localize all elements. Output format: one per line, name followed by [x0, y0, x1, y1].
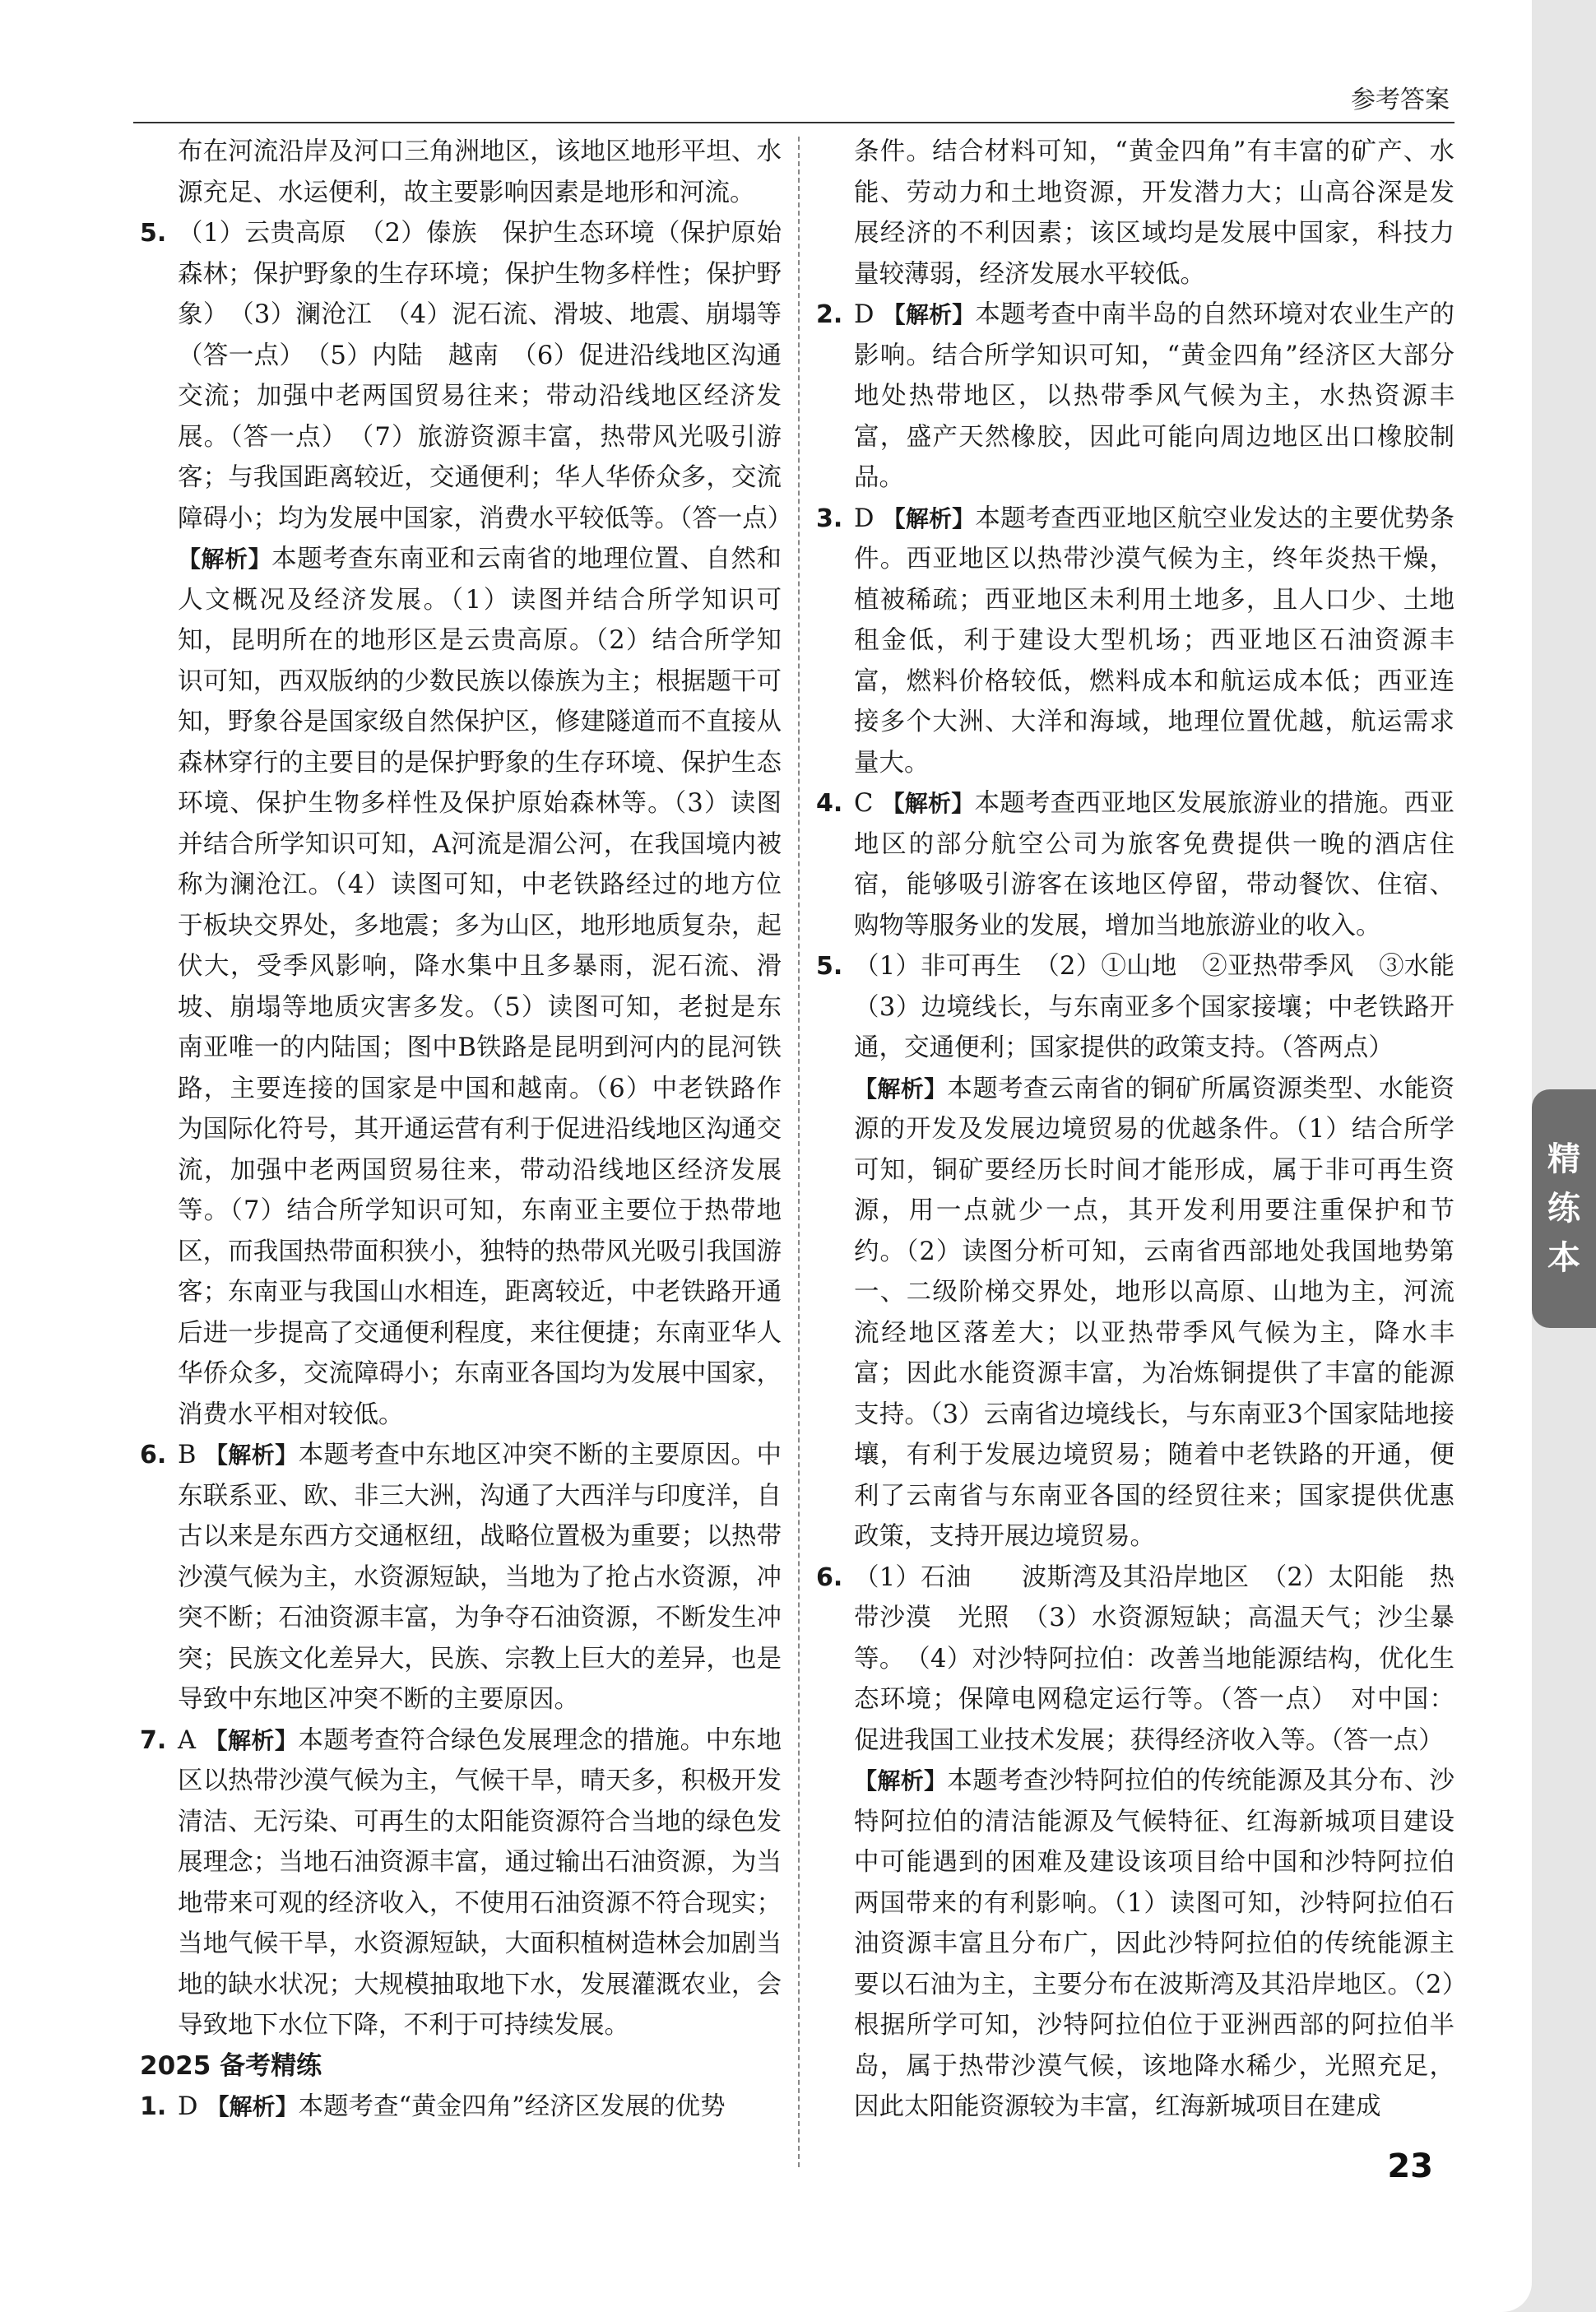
- answer-choice: D: [854, 300, 875, 329]
- answer-item-r6: [816, 1558, 1454, 1762]
- answer-choice: D: [854, 504, 875, 533]
- side-tab: [1532, 1089, 1596, 1328]
- analysis-text: 本题考查“黄金四角”经济区发展的优势: [298, 2092, 726, 2121]
- analysis-tag: 【解析】: [204, 1726, 299, 1754]
- analysis-block-r5: [816, 1069, 1454, 1558]
- analysis-text: 本题考查西亚地区发展旅游业的措施。西亚地区的部分航空公司为旅客免费提供一晚的酒店住宿，能够吸引游客在该地区停留，带动餐饮、住宿、购物等服务业的发展，增加当地旅游业的收入。: [854, 789, 1454, 940]
- analysis-tag: 【解析】: [882, 301, 976, 328]
- side-tab-char: 练: [1547, 1190, 1580, 1228]
- section-title: 2025 备考精练: [140, 2050, 322, 2081]
- answer-choice: B: [178, 1441, 197, 1469]
- item-number: 5.: [816, 952, 843, 981]
- analysis-text: 本题考查西亚地区航空业发达的主要优势条件。西亚地区以热带沙漠气候为主，终年炎热干燥，植被稀疏；西亚地区未利用土地多，且人口少、土地租金低，利于建设大型机场；西亚地区石油资源丰富，燃料价格较低，燃料成本和航运成本低；西亚连接多个大洲、大洋和海域，地理位置优越，航运需求量大。: [854, 504, 1454, 778]
- answer-item-r2: [816, 295, 1454, 499]
- answer-choice: D: [178, 2092, 198, 2121]
- analysis-tag: 【解析】: [204, 1442, 299, 1469]
- item-number: 4.: [816, 789, 843, 818]
- right-column: [816, 132, 1480, 2128]
- answer-item-6: [140, 1435, 782, 1720]
- item-number: 3.: [816, 504, 843, 533]
- analysis-tag: 【解析】: [854, 1075, 948, 1103]
- answer-text: （1）云贵高原 （2）傣族 保护生态环境（保护原始森林；保护野象的生存环境；保护生物多样性；保护野象） （3）澜沧江 （4）泥石流、滑坡、地震、崩塌等（答一点） （5）内陆 越南 （6）促进沿线地区沟通交流；加强中老两国贸易往来；带动沿线地区经济发展。（答一点） （7）旅游资源丰富，热带风光吸引游客；与我国距离较近，交通便利；华人华侨众多，交流障碍小；均为发展中国家，消费水平较低等。（答一点）: [178, 219, 793, 533]
- answer-item-r5: [816, 946, 1480, 1069]
- analysis-text: 本题考查中东地区冲突不断的主要原因。中东联系亚、欧、非三大洲，沟通了大西洋与印度洋，自古以来是东西方交通枢纽，战略位置极为重要；以热带沙漠气候为主，水资源短缺，当地为了抢占水资源，冲突不断；石油资源丰富，为争夺石油资源，不断发生冲突；民族文化差异大，民族、宗教上巨大的差异，也是导致中东地区冲突不断的主要原因。: [178, 1441, 782, 1714]
- item-number: 2.: [816, 300, 843, 329]
- answer-item-5: [140, 213, 793, 539]
- answer-choice: C: [854, 789, 874, 818]
- analysis-tag: 【解析】: [882, 504, 976, 532]
- continuation-text: 布在河流沿岸及河口三角洲地区，该地区地形平坦、水源充足、水运便利，故主要影响因素是地形和河流。: [178, 137, 782, 207]
- continuation-text: 条件。结合材料可知，“黄金四角”有丰富的矿产、水能、劳动力和土地资源，开发潜力大；山高谷深是发展经济的不利因素；该区域均是发展中国家，科技力量较薄弱，经济发展水平较低。: [854, 137, 1454, 289]
- analysis-text: 本题考查沙特阿拉伯的传统能源及其分布、沙特阿拉伯的清洁能源及气候特征、红海新城项目建设中可能遇到的困难及建设该项目给中国和沙特阿拉伯两国带来的有利影响。（1）读图可知，沙特阿拉伯石油资源丰富且分布广，因此沙特阿拉伯的传统能源主要以石油为主，主要分布在波斯湾及其沿岸地区。（2）根据所学可知，沙特阿拉伯位于亚洲西部的阿拉伯半岛，属于热带沙漠气候，该地降水稀少，光照充足，因此太阳能资源较为丰富，红海新城项目在建成: [854, 1766, 1454, 2121]
- answer-text: （1）非可再生 （2）①山地 ②亚热带季风 ③水能 （3）边境线长，与东南亚多个国家接壤；中老铁路开通，交通便利；国家提供的政策支持。（答两点）: [854, 952, 1480, 1062]
- analysis-block-r6: [816, 1761, 1454, 2128]
- answer-choice: A: [178, 1725, 197, 1755]
- side-tab-char: 本: [1547, 1239, 1580, 1277]
- analysis-block-5: [140, 539, 782, 1435]
- analysis-tag: 【解析】: [206, 2093, 299, 2120]
- item-number: 6.: [816, 1562, 843, 1592]
- left-column: [140, 132, 793, 2128]
- analysis-tag: 【解析】: [881, 790, 975, 817]
- side-tab-char: 精: [1547, 1140, 1580, 1178]
- analysis-text: 本题考查云南省的铜矿所属资源类型、水能资源的开发及发展边境贸易的优越条件。（1）结合所学可知，铜矿要经历长时间才能形成，属于非可再生资源，用一点就少一点，其开发利用要注重保护和节约。（2）读图分析可知，云南省西部地处我国地势第一、二级阶梯交界处，地形以高原、山地为主，河流流经地区落差大；以亚热带季风气候为主，降水丰富；因此水能资源丰富，为冶炼铜提供了丰富的能源支持。（3）云南省边境线长，与东南亚3个国家陆地接壤，有利于发展边境贸易；随着中老铁路的开通，便利了云南省与东南亚各国的经贸往来；国家提供优惠政策，支持开展边境贸易。: [854, 1074, 1454, 1551]
- item-number: 7.: [140, 1725, 167, 1755]
- answer-item-7: [140, 1720, 782, 2046]
- column-divider: [798, 137, 800, 2167]
- item-number: 1.: [140, 2092, 167, 2121]
- analysis-text: 本题考查东南亚和云南省的地理位置、自然和人文概况及经济发展。（1）读图并结合所学知识可知，昆明所在的地形区是云贵高原。（2）结合所学知识可知，西双版纳的少数民族以傣族为主；根据题干可知，野象谷是国家级自然保护区，修建隧道而不直接从森林穿行的主要目的是保护野象的生存环境、保护生态环境、保护生物多样性及保护原始森林等。（3）读图并结合所学知识可知，A河流是湄公河，在我国境内被称为澜沧江。（4）读图可知，中老铁路经过的地方位于板块交界处，多地震；多为山区，地形地质复杂，起伏大，受季风影响，降水集中且多暴雨，泥石流、滑坡、崩塌等地质灾害多发。（5）读图可知，老挝是东南亚唯一的内陆国；图中B铁路是昆明到河内的昆河铁路，主要连接的国家是中国和越南。（6）中老铁路作为国际化符号，其开通运营有利于促进沿线地区沟通交流，加强中老两国贸易往来，带动沿线地区经济发展等。（7）结合所学知识可知，东南亚主要位于热带地区，而我国热带面积狭小，独特的热带风光吸引我国游客；东南亚与我国山水相连，距离较近，中老铁路开通后进一步提高了交通便利程度，来往便捷；东南亚华人华侨众多，交流障碍小；东南亚各国均为发展中国家，消费水平相对较低。: [178, 545, 782, 1429]
- analysis-tag: 【解析】: [854, 1767, 948, 1794]
- answer-item-r4: [816, 783, 1454, 946]
- answer-item-r3: [816, 499, 1454, 784]
- page-number: 23: [1387, 2147, 1433, 2185]
- item-number: 5.: [140, 219, 167, 248]
- header-title: 参考答案: [1351, 86, 1450, 114]
- analysis-tag: 【解析】: [178, 546, 272, 573]
- analysis-text: 本题考查符合绿色发展理念的措施。中东地区以热带沙漠气候为主，气候干旱，晴天多，积极开发清洁、无污染、可再生的太阳能资源符合当地的绿色发展理念；当地石油资源丰富，通过输出石油资源，为当地带来可观的经济收入，不使用石油资源不符合现实；当地气候干旱，水资源短缺，大面积植树造林会加剧当地的缺水状况；大规模抽取地下水，发展灌溉农业，会导致地下水位下降，不利于可持续发展。: [178, 1725, 782, 2040]
- answer-item-r1: [140, 2087, 782, 2128]
- answer-text: （1）石油 波斯湾及其沿岸地区 （2）太阳能 热带沙漠 光照 （3）水资源短缺；高温天气；沙尘暴等。 （4）对沙特阿拉伯：改善当地能源结构，优化生态环境；保障电网稳定运行等。（答一点） 对中国：促进我国工业技术发展；获得经济收入等。（答一点）: [854, 1562, 1454, 1755]
- analysis-text: 本题考查中南半岛的自然环境对农业生产的影响。结合所学知识可知，“黄金四角”经济区大部分地处热带地区，以热带季风气候为主，水热资源丰富，盛产天然橡胶，因此可能向周边地区出口橡胶制品。: [854, 300, 1454, 492]
- header-rule: [133, 122, 1454, 123]
- item-number: 6.: [140, 1441, 167, 1469]
